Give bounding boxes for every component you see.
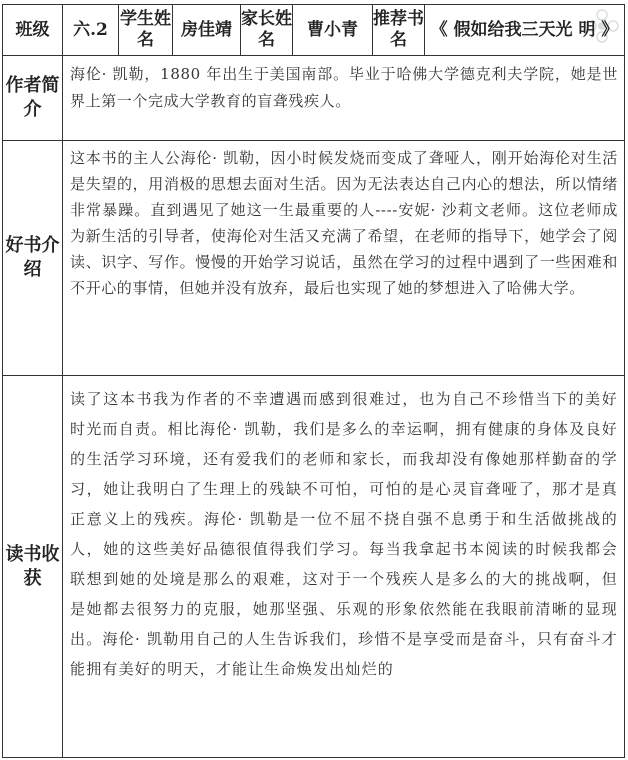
reading-record-table xyxy=(2,4,625,758)
author-intro-text: 海伦· 凯勒，1880 年出生于美国南部。毕业于哈佛大学德克利夫学院，她是世界上第一个完成大学教育的盲聋残疾人。 xyxy=(63,56,625,141)
class-label: 班级 xyxy=(3,5,63,56)
class-value: 六.2 xyxy=(63,5,119,56)
book-title: 《 假如给我三天光 明 》 xyxy=(425,5,625,56)
reading-gains-text: 读了这本书我为作者的不幸遭遇而感到很难过，也为自己不珍惜当下的美好时光而自责。相比海伦· 凯勒，我们是多么的幸运啊，拥有健康的身体及良好的生活学习环境，还有爱我们的老师和家长，而我却没有像她那样勤奋的学习，她让我明白了生理上的残缺不可怕，可怕的是心灵盲聋哑了，那才是真正意义上的残疾。海伦· 凯勒是一位不屈不挠自强不息勇于和生活做挑战的人，她的这些美好品德很值得我们学习。每当我拿起书本阅读的时候我都会联想到她的处境是那么的艰难，这对于一个残疾人是多么的大的挑战啊，但是她都去很努力的克服，她那坚强、乐观的形象依然能在我眼前清晰的显现出。海伦· 凯勒用自己的人生告诉我们，珍惜不是享受而是奋斗，只有奋斗才能拥有美好的明天，才能让生命焕发出灿烂的 xyxy=(63,376,625,758)
book-label: 推荐书名 xyxy=(373,5,425,56)
review-row xyxy=(3,141,625,376)
student-label: 学生姓名 xyxy=(119,5,173,56)
parent-name: 曹小青 xyxy=(293,5,373,56)
student-name: 房佳靖 xyxy=(173,5,241,56)
book-review-text: 这本书的主人公海伦· 凯勒，因小时候发烧而变成了聋哑人，刚开始海伦对生活是失望的，用消极的思想去面对生活。因为无法表达自己内心的想法，所以情绪非常暴躁。直到遇见了她这一生最重要的人----安妮· 沙莉文老师。这位老师成为新生活的引导者，使海伦对生活又充满了希望，在老师的指导下，她学会了阅读、识字、写作。慢慢的开始学习说话，虽然在学习的过程中遇到了一些困难和不开心的事情，但她并没有放弃，最后也实现了她的梦想进入了哈佛大学。 xyxy=(63,141,625,376)
gains-label: 读书收获 xyxy=(3,376,63,758)
gains-row xyxy=(3,376,625,758)
author-row xyxy=(3,56,625,141)
review-label: 好书介绍 xyxy=(3,141,63,376)
author-label: 作者简介 xyxy=(3,56,63,141)
parent-label: 家长姓名 xyxy=(241,5,293,56)
header-row xyxy=(3,5,625,56)
